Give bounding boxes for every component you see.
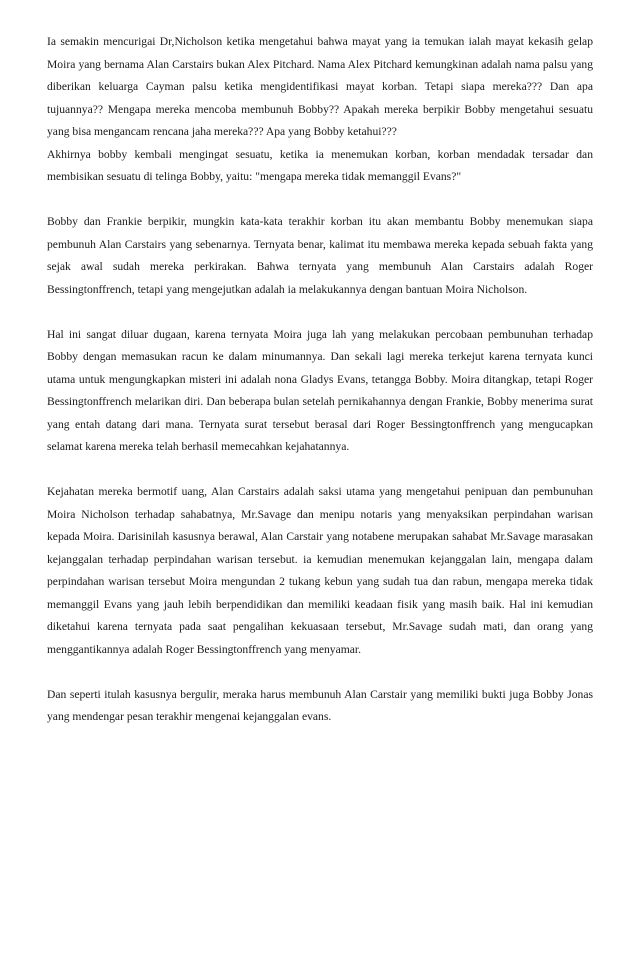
paragraph-6: Dan seperti itulah kasusnya bergulir, meraka harus membunuh Alan Carstair yang memiliki bukti juga Bobby Jonas yang mendengar pesan terakhir mengenai kejanggalan evans. [47, 687, 593, 723]
paragraph-1: Ia semakin mencurigai Dr,Nicholson ketika mengetahui bahwa mayat yang ia temukan ialah mayat kekasih gelap Moira yang bernama Alan Carstairs bukan Alex Pitchard. Nama Alex Pitchard kemungkinan adalah nama palsu yang diberikan keluarga Cayman palsu ketika mengidentifikasi mayat korban. Tetapi siapa mereka??? Dan apa tujuannya?? Mengapa mereka mencoba membunuh Bobby?? Apakah mereka berpikir Bobby mengetahui sesuatu yang bisa mengancam rencana jaha mereka??? Apa yang Bobby ketahui??? [47, 35, 593, 138]
paragraph-5: Kejahatan mereka bermotif uang, Alan Carstairs adalah saksi utama yang mengetahui penipuan dan pembunuhan Moira Nicholson terhadap sahabatnya, Mr.Savage dan menipu notaris yang menyaksikan perpindahan warisan kepada Moira. Darisinilah kasusnya berawal, Alan Carstair yang notabene merupakan sahabat Mr.Savage marasakan kejanggalan terhadap perpindahan warisan tersebut. ia kemudian menemukan kejanggalan lain, mengapa dalam perpindahan warisan tersebut Moira mengundan 2 tukang kebun yang sudah tua dan rabun, mengapa mereka tidak memanggil Evans yang jauh lebih berpendidikan dan memiliki keadaan fisik yang masih baik. Hal ini kemudian diketahui karena ternyata pada saat pengalihan kekuasaan tersebut, Mr.Savage sudah mati, dan orang yang menggantikannya adalah Roger Bessingtonffrench yang menyamar. [47, 485, 593, 656]
paragraph-3: Bobby dan Frankie berpikir, mungkin kata-kata terakhir korban itu akan membantu Bobby menemukan siapa pembunuh Alan Carstairs yang sebenarnya. Ternyata benar, kalimat itu membawa mereka kepada sebuah fakta yang sejak awal sudah mereka perkirakan. Bahwa ternyata yang membunuh Alan Carstairs adalah Roger Bessingtonffrench, tetapi yang mengejutkan adalah ia melakukannya dengan bantuan Moira Nicholson. [47, 215, 593, 296]
document-body [47, 31, 593, 751]
paragraph-2: Akhirnya bobby kembali mengingat sesuatu, ketika ia menemukan korban, korban mendadak tersadar dan membisikan sesuatu di telinga Bobby, yaitu: "mengapa mereka tidak memanggil Evans?" [47, 147, 593, 183]
paragraph-4: Hal ini sangat diluar dugaan, karena ternyata Moira juga lah yang melakukan percobaan pembunuhan terhadap Bobby dengan memasukan racun ke dalam minumannya. Dan sekali lagi mereka terkejut karena ternyata kunci utama untuk mengungkapkan misteri ini adalah nona Gladys Evans, tetangga Bobby. Moira ditangkap, tetapi Roger Bessingtonffrench melarikan diri. Dan beberapa bulan setelah pernikahannya dengan Frankie, Bobby menerima surat yang entah datang dari mana. Ternyata surat tersebut berasal dari Roger Bessingtonffrench yang mengucapkan selamat karena mereka telah berhasil memecahkan kejahatannya. [47, 327, 593, 453]
